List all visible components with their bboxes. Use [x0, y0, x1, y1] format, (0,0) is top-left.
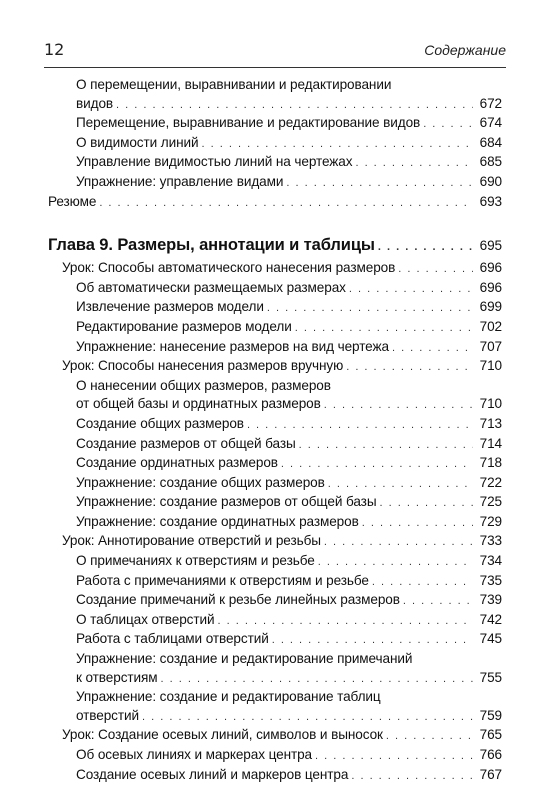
toc-page-number: 685: [479, 154, 502, 170]
toc-entry-title: Создание ординатных размеров: [76, 455, 278, 471]
toc-entry-title: О нанесении общих размеров, размеров: [76, 377, 331, 393]
toc-page-number: 742: [479, 611, 502, 627]
toc-leader-dots: [362, 514, 473, 533]
toc-page-number: 735: [479, 572, 502, 588]
toc-entry-line: [76, 630, 502, 650]
toc-entry-title: Управление видимостью линий на чертежах: [76, 154, 353, 170]
toc-entry-title: Упражнение: создание и редактирование таблиц: [76, 689, 381, 705]
toc-leader-dots: [247, 416, 473, 435]
toc-entry-title: к отверстиям: [76, 669, 158, 685]
toc-page-number: 710: [479, 396, 502, 412]
toc-entry[interactable]: [48, 114, 502, 134]
toc-entry-line: [76, 395, 502, 415]
page-number: 12: [44, 40, 65, 59]
toc-leader-dots: [267, 299, 473, 318]
toc-entry-line: [76, 76, 502, 95]
toc-page-number: 707: [479, 338, 502, 354]
toc-page-number: 766: [479, 747, 502, 762]
toc-entry-title: Урок: Аннотирование отверстий и резьбы: [62, 533, 321, 549]
toc-page-number: 696: [479, 260, 502, 276]
toc-entry[interactable]: [48, 572, 502, 592]
toc-entry-line: [76, 611, 502, 631]
toc-page-number: 755: [479, 669, 502, 685]
toc-entry-line: [62, 357, 502, 377]
toc-entry-line: [76, 279, 502, 299]
toc-leader-dots: [403, 592, 473, 611]
toc-leader-dots: [272, 631, 473, 650]
toc-page-number: 702: [479, 318, 502, 334]
toc-entry-title: видов: [76, 95, 114, 111]
toc-page-number: 695: [479, 238, 502, 254]
toc-page-number: 745: [479, 631, 502, 647]
toc-entry[interactable]: [48, 591, 502, 611]
toc-entry-title: Упражнение: создание ординатных размеров: [76, 513, 359, 529]
toc-entry-title: Упражнение: управление видами: [76, 173, 284, 189]
toc-leader-dots: [351, 767, 473, 786]
toc-leader-dots: [116, 96, 473, 115]
toc-entry-line: [76, 707, 502, 727]
toc-page-number: 713: [479, 415, 502, 431]
toc-page-number: 699: [479, 299, 502, 315]
toc-leader-dots: [392, 339, 473, 358]
toc-page-number: 759: [479, 707, 502, 723]
toc-leader-dots: [423, 115, 473, 134]
toc-page-number: 767: [479, 766, 502, 782]
toc-page-number: 710: [479, 358, 502, 374]
toc-entry-title: Упражнение: создание общих размеров: [76, 474, 325, 490]
toc-entry[interactable]: [48, 298, 502, 318]
toc-entry-line: [76, 95, 502, 115]
toc-leader-dots: [324, 533, 473, 552]
toc-chapter[interactable]: [48, 234, 502, 258]
toc-page-number: 725: [479, 494, 502, 510]
toc-entry-title: Глава 9. Размеры, аннотации и таблицы: [48, 236, 375, 255]
toc-entry[interactable]: [48, 134, 502, 154]
toc-leader-dots: [202, 135, 473, 154]
running-head: Содержание: [424, 42, 506, 58]
toc-page-number: 696: [479, 279, 502, 295]
toc-entry-title: Перемещение, выравнивание и редактирование видов: [76, 115, 421, 131]
toc-page-number: 729: [479, 513, 502, 529]
toc-page-number: 690: [479, 173, 502, 189]
toc-leader-dots: [328, 475, 473, 494]
toc-entry-line: [76, 669, 502, 689]
toc-entry[interactable]: [48, 746, 502, 766]
toc-entry[interactable]: [48, 513, 502, 533]
toc-entry-title: Об осевых линиях и маркерах центра: [76, 747, 313, 762]
toc-page-number: 734: [479, 553, 502, 569]
toc-entry-line: [76, 766, 502, 786]
toc-entry[interactable]: [48, 279, 502, 299]
toc-entry-title: Урок: Создание осевых линий, символов и выносок: [62, 727, 383, 743]
toc-leader-dots: [398, 260, 473, 279]
toc-entry-title: О перемещении, выравнивании и редактировании: [76, 77, 392, 92]
toc-leader-dots: [318, 553, 473, 572]
toc-entry-line: [76, 591, 502, 611]
toc-entry-line: [76, 338, 502, 358]
toc-entry[interactable]: [48, 193, 502, 213]
toc-entry-line: [76, 650, 502, 669]
toc-entry[interactable]: [48, 153, 502, 173]
toc-leader-dots: [281, 455, 473, 474]
toc-entry-title: Резюме: [48, 193, 97, 209]
toc-page-number: 684: [479, 134, 502, 150]
toc-entry[interactable]: [48, 318, 502, 338]
toc-entry[interactable]: [48, 435, 502, 455]
toc-leader-dots: [286, 174, 473, 193]
toc-page-number: 718: [479, 455, 502, 471]
toc-entry-line: [76, 513, 502, 533]
toc-entry-line: [76, 415, 502, 435]
toc-entry-line: [76, 298, 502, 318]
toc-entry-title: от общей базы и ординатных размеров: [76, 396, 321, 412]
toc-leader-dots: [386, 727, 473, 746]
toc-entry[interactable]: [48, 357, 502, 377]
toc-entry[interactable]: [48, 474, 502, 494]
toc-entry-line: [76, 435, 502, 455]
toc-page-number: 722: [479, 474, 502, 490]
toc-entry-line: [76, 493, 502, 513]
toc-entry-title: Создание размеров от общей базы: [76, 435, 296, 451]
toc-entry-title: Урок: Способы автоматического нанесения размеров: [62, 260, 396, 276]
toc-entry[interactable]: [48, 173, 502, 193]
toc-entry-title: Создание общих размеров: [76, 415, 244, 431]
toc-entry[interactable]: [48, 259, 502, 279]
toc-entry-title: О таблицах отверстий: [76, 611, 215, 627]
toc-entry[interactable]: [48, 454, 502, 474]
table-of-contents: [48, 76, 502, 785]
toc-entry[interactable]: [48, 688, 502, 726]
toc-leader-dots: [355, 154, 473, 173]
toc-entry-title: Работа с таблицами отверстий: [76, 631, 269, 647]
toc-entry-line: [48, 193, 502, 213]
toc-entry-line: [62, 259, 502, 279]
toc-entry[interactable]: [48, 377, 502, 415]
toc-leader-dots: [346, 358, 473, 377]
toc-entry-line: [76, 474, 502, 494]
toc-entry-line: [62, 726, 502, 746]
toc-entry-line: [76, 318, 502, 338]
toc-entry-line: [76, 377, 502, 396]
toc-leader-dots: [379, 494, 473, 513]
toc-leader-dots: [324, 396, 473, 415]
toc-leader-dots: [99, 194, 473, 213]
toc-page-number: 739: [479, 592, 502, 608]
toc-page-number: 765: [479, 727, 502, 743]
toc-leader-dots: [378, 236, 473, 258]
toc-entry-line: [48, 234, 502, 258]
toc-entry[interactable]: [48, 532, 502, 552]
page-header: [44, 40, 506, 66]
toc-entry-line: [76, 153, 502, 173]
toc-entry-line: [76, 746, 502, 766]
toc-leader-dots: [372, 573, 473, 592]
toc-entry-title: Упражнение: создание и редактирование примечаний: [76, 651, 413, 667]
toc-entry[interactable]: [48, 338, 502, 358]
toc-leader-dots: [299, 436, 473, 455]
toc-leader-dots: [315, 747, 473, 766]
toc-page-number: 672: [479, 95, 502, 111]
toc-leader-dots: [142, 708, 473, 727]
toc-entry[interactable]: [48, 650, 502, 688]
toc-entry-title: Создание примечаний к резьбе линейных размеров: [76, 592, 400, 608]
header-rule: [44, 67, 506, 68]
toc-entry-title: Об автоматически размещаемых размерах: [76, 279, 346, 295]
toc-entry-title: О примечаниях к отверстиям и резьбе: [76, 553, 315, 569]
toc-page-number: 714: [479, 435, 502, 451]
toc-entry-title: Создание осевых линий и маркеров центра: [76, 766, 349, 782]
toc-leader-dots: [161, 670, 473, 689]
toc-entry-line: [76, 134, 502, 154]
toc-page-number: 674: [479, 115, 502, 131]
toc-entry[interactable]: [48, 611, 502, 631]
toc-page-number: 693: [479, 193, 502, 209]
toc-entry-title: отверстий: [76, 707, 139, 723]
toc-entry-line: [62, 532, 502, 552]
toc-leader-dots: [349, 280, 473, 299]
toc-entry-line: [76, 454, 502, 474]
toc-entry-line: [76, 114, 502, 134]
toc-entry-line: [76, 572, 502, 592]
toc-entry-title: Извлечение размеров модели: [76, 299, 264, 315]
toc-leader-dots: [295, 319, 473, 338]
toc-entry[interactable]: [48, 630, 502, 650]
toc-entry-title: Редактирование размеров модели: [76, 318, 292, 334]
toc-entry-title: Урок: Способы нанесения размеров вручную: [62, 358, 344, 374]
toc-entry[interactable]: [48, 493, 502, 513]
toc-entry[interactable]: [48, 415, 502, 435]
toc-entry-line: [76, 173, 502, 193]
toc-entry-title: О видимости линий: [76, 134, 199, 150]
toc-leader-dots: [218, 612, 474, 631]
toc-entry[interactable]: [48, 76, 502, 114]
toc-page-number: 733: [479, 533, 502, 549]
toc-entry-line: [76, 688, 502, 707]
toc-entry-title: Упражнение: нанесение размеров на вид чертежа: [76, 338, 389, 354]
toc-entry-title: Упражнение: создание размеров от общей базы: [76, 494, 377, 510]
toc-entry[interactable]: [48, 766, 502, 786]
toc-entry[interactable]: [48, 552, 502, 572]
toc-entry-line: [76, 552, 502, 572]
toc-entry-title: Работа с примечаниями к отверстиям и резьбе: [76, 572, 369, 588]
toc-entry[interactable]: [48, 726, 502, 746]
